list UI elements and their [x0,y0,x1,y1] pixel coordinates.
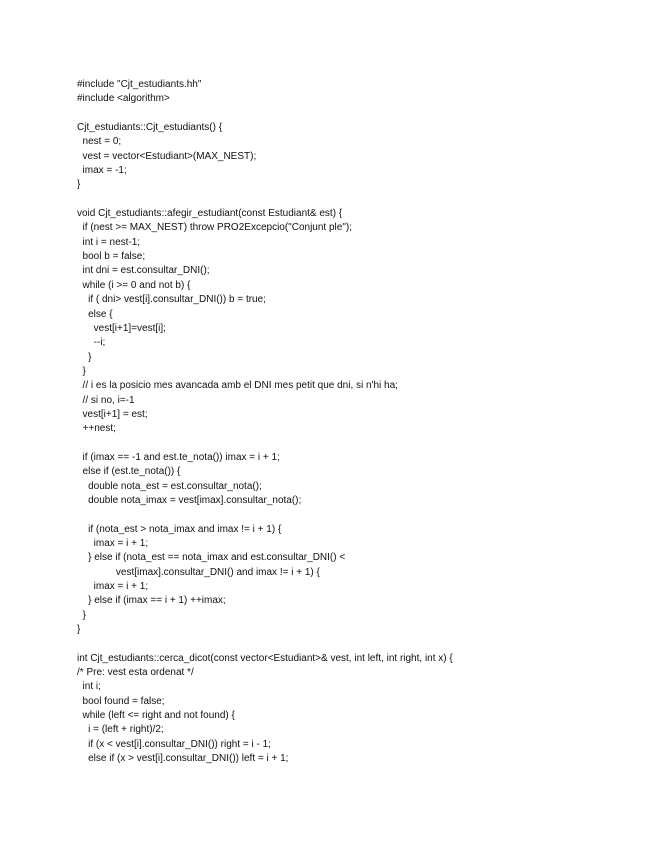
code-line: Cjt_estudiants::Cjt_estudiants() { [77,122,223,134]
code-line: else { [77,308,113,320]
code-line: } else if (imax == i + 1) ++imax; [77,595,226,607]
code-line: int Cjt_estudiants::cerca_dicot(const vector<Estudiant>& vest, int left, int right, int x) { [77,652,453,664]
code-line: bool found = false; [77,695,165,707]
code-line: // i es la posicio mes avancada amb el DNI mes petit que dni, si n'hi ha; [77,380,398,392]
source-code-block [77,78,453,767]
code-line: ++nest; [77,423,116,435]
code-line: while (left <= right and not found) { [77,710,235,722]
code-line: #include "Cjt_estudiants.hh" [77,79,202,90]
code-line: while (i >= 0 and not b) { [77,279,191,291]
code-line: imax = i + 1; [77,538,149,549]
code-line: double nota_imax = vest[imax].consultar_nota(); [77,494,302,506]
code-line: /* Pre: vest esta ordenat */ [77,667,194,679]
code-line: } [77,179,81,191]
code-line [77,107,453,121]
code-line: #include <algorithm> [77,93,170,105]
code-line: int dni = est.consultar_DNI(); [77,265,210,277]
code-line: // si no, i=-1 [77,394,135,406]
code-line: if ( dni> vest[i].consultar_DNI()) b = true; [77,294,266,306]
code-line: if (x < vest[i].consultar_DNI()) right = i - 1; [77,738,271,750]
code-line: vest[i+1]=vest[i]; [77,322,166,334]
code-line: } [77,365,86,377]
code-line [77,193,453,207]
code-line: void Cjt_estudiants::afegir_estudiant(const Estudiant& est) { [77,208,343,220]
code-line: if (nota_est > nota_imax and imax != i + 1) { [77,523,282,535]
code-line: } [77,609,86,621]
code-line: i = (left + right)/2; [77,724,164,736]
code-line [77,637,453,651]
code-line: imax = i + 1; [77,581,149,593]
code-line: vest = vector<Estudiant>(MAX_NEST); [77,150,257,162]
code-line: } [77,624,81,636]
code-line: } else if (nota_est == nota_imax and est.consultar_DNI() < [77,552,346,564]
code-line: else if (x > vest[i].consultar_DNI()) left = i + 1; [77,753,289,765]
code-line: double nota_est = est.consultar_nota(); [77,480,262,492]
code-line: if (imax == -1 and est.te_nota()) imax = i + 1; [77,451,280,463]
code-line [77,508,453,522]
code-line [77,437,453,451]
code-line: vest[imax].consultar_DNI() and imax != i + 1) { [77,566,320,578]
code-line: int i = nest-1; [77,236,141,248]
code-line: else if (est.te_nota()) { [77,466,181,478]
code-line: bool b = false; [77,251,146,263]
code-line: imax = -1; [77,165,127,177]
code-line: vest[i+1] = est; [77,408,148,420]
code-line: } [77,351,92,363]
code-line: nest = 0; [77,136,122,148]
code-line: --i; [77,337,106,349]
code-line: if (nest >= MAX_NEST) throw PRO2Excepcio("Conjunt ple"); [77,222,352,234]
code-line: int i; [77,681,101,693]
